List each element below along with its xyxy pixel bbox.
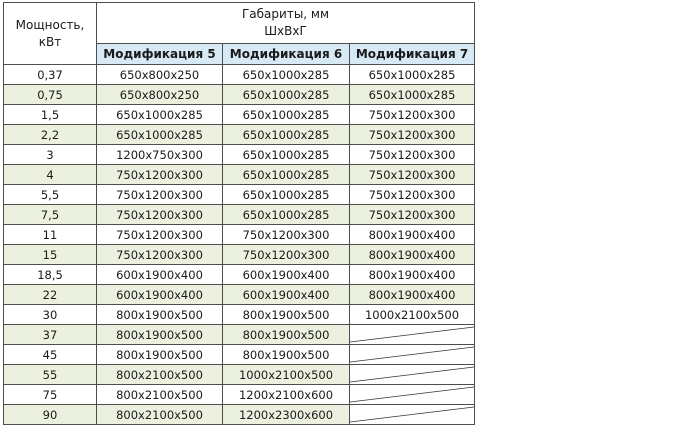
modification-7-cell: 1000x2100x500	[350, 305, 475, 325]
modification-5-cell: 600x1900x400	[97, 285, 223, 305]
diagonal-strike-icon	[350, 385, 474, 404]
table-row	[4, 105, 475, 125]
table-row	[4, 145, 475, 165]
not-available-cell	[350, 385, 475, 405]
modification-5-cell: 800x1900x500	[97, 325, 223, 345]
power-cell: 22	[4, 285, 97, 305]
modification-7-cell: 650x1000x285	[350, 85, 475, 105]
modification-6-cell: 650x1000x285	[223, 125, 350, 145]
table-row	[4, 285, 475, 305]
modification-7-cell: 750x1200x300	[350, 165, 475, 185]
table-row	[4, 265, 475, 285]
modification-6-header: Модификация 6	[223, 44, 350, 65]
table-row	[4, 365, 475, 385]
table-row	[4, 305, 475, 325]
modification-5-cell: 650x800x250	[97, 85, 223, 105]
table-row	[4, 225, 475, 245]
dimensions-group-header	[97, 3, 475, 44]
modification-5-cell: 1200x750x300	[97, 145, 223, 165]
table-row	[4, 325, 475, 345]
modification-7-cell: 750x1200x300	[350, 105, 475, 125]
table-row	[4, 85, 475, 105]
diagonal-strike-icon	[350, 325, 474, 344]
table-row	[4, 125, 475, 145]
modification-5-cell: 800x2100x500	[97, 405, 223, 425]
modification-6-cell: 1200x2100x600	[223, 385, 350, 405]
modification-5-cell: 800x2100x500	[97, 385, 223, 405]
modification-7-cell: 800x1900x400	[350, 285, 475, 305]
power-cell: 5,5	[4, 185, 97, 205]
modification-5-cell: 650x1000x285	[97, 125, 223, 145]
power-cell: 75	[4, 385, 97, 405]
table-row	[4, 345, 475, 365]
power-column-header	[4, 3, 97, 65]
not-available-cell	[350, 365, 475, 385]
power-cell: 90	[4, 405, 97, 425]
modification-5-cell: 600x1900x400	[97, 265, 223, 285]
table-row	[4, 245, 475, 265]
diagonal-strike-icon	[350, 345, 474, 364]
not-available-cell	[350, 345, 475, 365]
dimensions-table-container	[3, 2, 474, 425]
modification-5-cell: 800x1900x500	[97, 305, 223, 325]
modification-5-header: Модификация 5	[97, 44, 223, 65]
modification-5-cell: 650x1000x285	[97, 105, 223, 125]
power-cell: 7,5	[4, 205, 97, 225]
modification-5-cell: 750x1200x300	[97, 165, 223, 185]
power-cell: 45	[4, 345, 97, 365]
modification-6-cell: 800x1900x500	[223, 345, 350, 365]
modification-6-cell: 650x1000x285	[223, 165, 350, 185]
power-header-line2: кВт	[38, 34, 62, 49]
not-available-cell	[350, 405, 475, 425]
modification-7-cell: 750x1200x300	[350, 185, 475, 205]
modification-6-cell: 1000x2100x500	[223, 365, 350, 385]
power-cell: 37	[4, 325, 97, 345]
table-row	[4, 185, 475, 205]
modification-5-cell: 800x2100x500	[97, 365, 223, 385]
modification-6-cell: 750x1200x300	[223, 245, 350, 265]
modification-6-cell: 1200x2300x600	[223, 405, 350, 425]
diagonal-strike-icon	[350, 405, 474, 424]
power-cell: 55	[4, 365, 97, 385]
modification-5-cell: 800x1900x500	[97, 345, 223, 365]
power-cell: 1,5	[4, 105, 97, 125]
modification-7-cell: 650x1000x285	[350, 65, 475, 85]
power-cell: 3	[4, 145, 97, 165]
modification-6-cell: 650x1000x285	[223, 85, 350, 105]
table-row	[4, 405, 475, 425]
power-cell: 0,37	[4, 65, 97, 85]
modification-7-cell: 800x1900x400	[350, 265, 475, 285]
modification-7-cell: 800x1900x400	[350, 245, 475, 265]
modification-7-cell: 800x1900x400	[350, 225, 475, 245]
table-row	[4, 65, 475, 85]
dimensions-table	[3, 2, 475, 425]
modification-6-cell: 650x1000x285	[223, 185, 350, 205]
modification-6-cell: 650x1000x285	[223, 205, 350, 225]
modification-5-cell: 750x1200x300	[97, 225, 223, 245]
modification-6-cell: 650x1000x285	[223, 65, 350, 85]
power-cell: 18,5	[4, 265, 97, 285]
modification-6-cell: 800x1900x500	[223, 305, 350, 325]
modification-6-cell: 600x1900x400	[223, 285, 350, 305]
table-body	[4, 65, 475, 425]
power-cell: 15	[4, 245, 97, 265]
power-cell: 2,2	[4, 125, 97, 145]
table-row	[4, 385, 475, 405]
modification-6-cell: 800x1900x500	[223, 325, 350, 345]
modification-5-cell: 750x1200x300	[97, 245, 223, 265]
power-cell: 4	[4, 165, 97, 185]
not-available-cell	[350, 325, 475, 345]
modification-6-cell: 600x1900x400	[223, 265, 350, 285]
power-cell: 0,75	[4, 85, 97, 105]
modification-5-cell: 650x800x250	[97, 65, 223, 85]
modification-7-cell: 750x1200x300	[350, 125, 475, 145]
diagonal-strike-icon	[350, 365, 474, 384]
power-cell: 30	[4, 305, 97, 325]
modification-7-cell: 750x1200x300	[350, 145, 475, 165]
modification-5-cell: 750x1200x300	[97, 185, 223, 205]
modification-6-cell: 750x1200x300	[223, 225, 350, 245]
modification-7-cell: 750x1200x300	[350, 205, 475, 225]
table-row	[4, 165, 475, 185]
modification-6-cell: 650x1000x285	[223, 105, 350, 125]
table-row	[4, 205, 475, 225]
power-cell: 11	[4, 225, 97, 245]
modification-6-cell: 650x1000x285	[223, 145, 350, 165]
dims-header-line2: ШхВхГ	[264, 24, 307, 38]
power-header-line1: Мощность,	[15, 17, 85, 32]
dims-header-line1: Габариты, мм	[241, 7, 330, 21]
modification-5-cell: 750x1200x300	[97, 205, 223, 225]
modification-7-header: Модификация 7	[350, 44, 475, 65]
